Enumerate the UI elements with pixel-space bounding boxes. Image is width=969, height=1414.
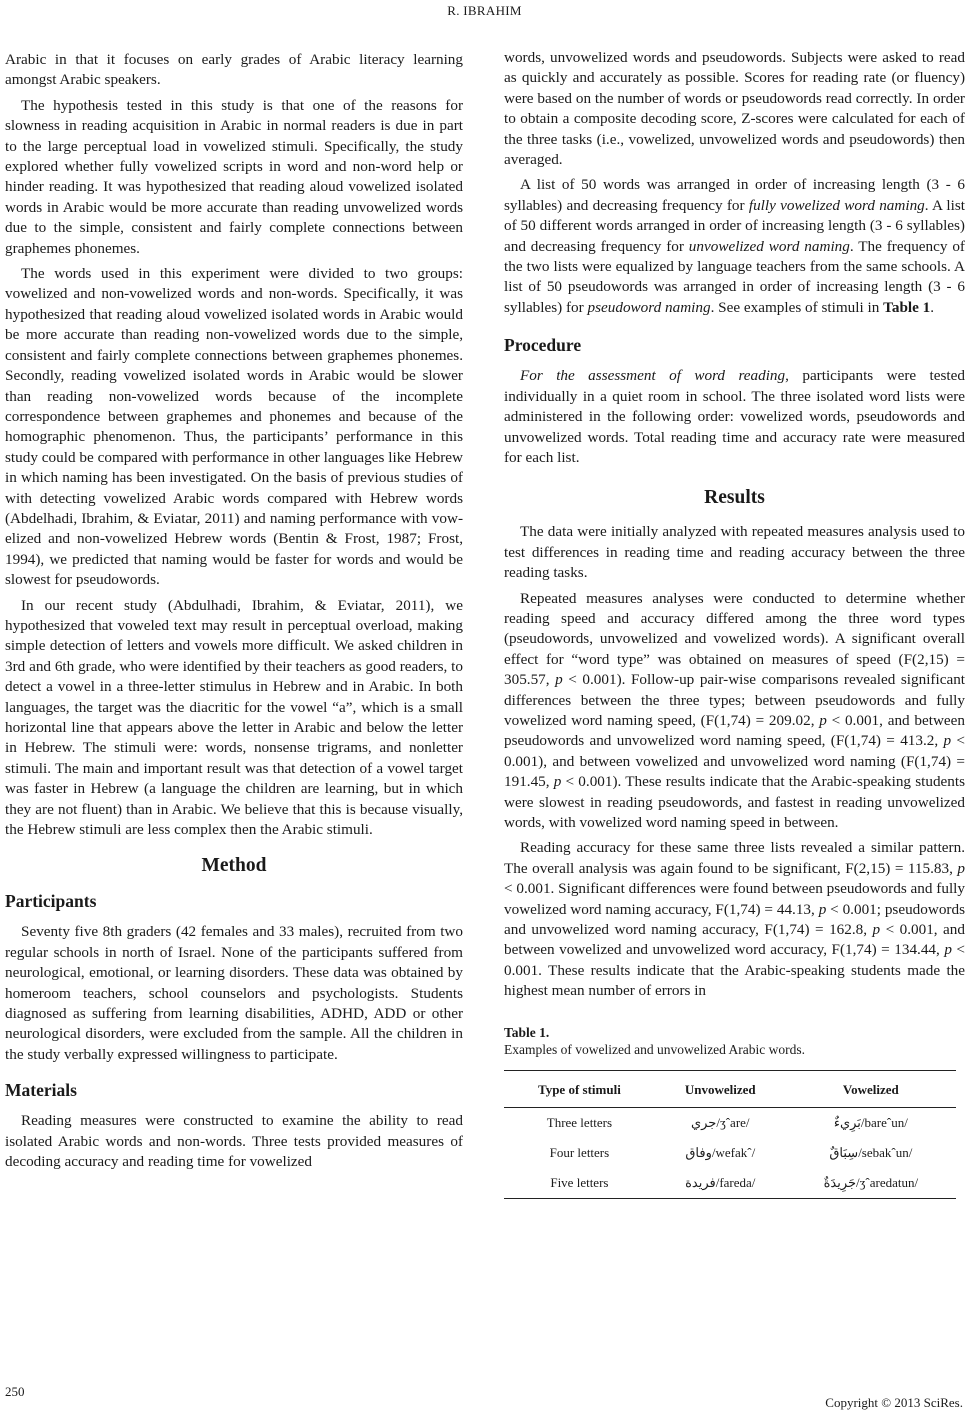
page-number: 250 [5, 1384, 25, 1399]
table-cell: جري/ʒˆare/ [690, 1114, 750, 1130]
table-cell: وفاق/wefakˆ/ [685, 1144, 756, 1160]
paragraph: A list of 50 words was arranged in order of increasing length (3 - 6 syllables) and decreasing frequency for fully vowelized word naming. A list of 50 different words arranged in order of increasing length (3 - 6 syllables) and decreasing frequency for unvowelized word naming. The frequency of the two lists were equalized by language teachers from the same schools. A list of 50 pseudowords was arranged in order of increasing length (3 - 6 syllables) for pseudoword naming. See examples of stimuli in Table 1. [504, 176, 965, 316]
subsection-heading-materials: Materials [5, 1080, 77, 1101]
table-cell: سِبَاقٌ/sebakˆun/ [829, 1144, 913, 1160]
table-cell: Three letters [546, 1114, 613, 1130]
paragraph: words, unvowelized words and pseudowords. Subjects were asked to read as quickly and accurately as possible. Scores for reading rate (or fluency) were based on the number of words or pseudowords read correctly. In order to obtain a composite decoding score, Z-scores were calculated for each of the three tasks (i.e., vowelized, unvowelized words and pseudowords) then averaged. [504, 49, 965, 169]
table-header-cell: Vowelized [786, 1070, 956, 1107]
paragraph: Seventy five 8th graders (42 females and 33 males), recruited from two regular schools in north of Israel. None of the participants suffered from neurological, emotional, or learning disorders. These data was obtained by homeroom teachers, school counselors and psychologists. Students diagnosed as suffering from learning disabilities, ADHD, ADD or other neurological disorders, were excluded from the sample. All the children in the study verbally expressed willingness to participate. [5, 923, 463, 1063]
paragraph: The words used in this experiment were divided to two groups: vowelized and non-vowelized words and non-words. Specifically, it was hypothesized that reading aloud vowelized isolated words in Arabic would be more accurate than reading non-vowelized words due to the simple, consistent and fairly complete connections between graphemes phonemes. Secondly, reading vowelized isolated words in Arabic would be slower than reading non-vowelized words because of the incomplete correspondence between graphemes and phonemes and because of the homographic phenomenon. Thus, the participants’ performance in this study could be compared with performance in other languages like Hebrew in which naming has been investigated. On the basis of previous studies of with detecting vowelized Arabic words compared with Hebrew words (Abdelhadi, Ibrahim, & Eviatar, 2011) and naming performance with vowelized and non-vowelized Hebrew words (Bentin & Frost, 1987; Frost, 1994), we predicted that naming would be faster for words and would be slowest for pseudowords. [5, 265, 463, 589]
paragraph: Repeated measures analyses were conducted to determine whether reading speed and accuracy differed among the three word types (pseudowords, unvowelized and vowelized words). A significant overall effect for “word type” was obtained on measures of speed (F(2,15) = 305.57, p < 0.001). Follow-up pair-wise comparisons revealed significant differences between the three types; between pseudowords and fully vowelized word naming speed, (F(1,74) = 209.02, p < 0.001, and between pseudowords and unvowelized word naming speed, (F(1,74) = 413.2, p < 0.001), and between vowelized and unvowelized word naming (F(1,74) = 191.45, p < 0.001). These results indicate that the Arabic-speaking students were slowest in reading pseudowords, and fastest in reading unvowelized words, with vowelized word naming speed in between. [504, 589, 966, 831]
stimuli-table [504, 1070, 956, 1199]
paragraph: Reading accuracy for these same three lists revealed a similar pattern. The overall analysis was again found to be significant, F(2,15) = 115.83, p < 0.001. Significant differences were found between pseudowords and fully vowelized word naming accuracy, F(1,74) = 44.13, p < 0.001; pseudowords and unvowelized word naming accuracy, F(1,74) = 162.8, p < 0.001, and between vowelized and unvowelized word accuracy, F(1,74) = 134.44, p < 0.001. These results indicate that the Arabic-speaking students made the highest mean number of errors in [504, 839, 965, 1000]
paragraph: The data were initially analyzed with repeated measures analysis used to test differences in reading time and reading accuracy between the three reading tasks. [504, 523, 965, 582]
paragraph: The hypothesis tested in this study is that one of the reasons for slowness in reading acquisition in Arabic in normal readers is due in part to the large perceptual load in vowelized stimuli. Specifically, the study explored whether fully vowelized scripts in word and non-word help or hinder reading. It was hypothesized that reading aloud vowelized isolated words in Arabic would be more accurate than reading unvowelized words due to the simple, consistent and fairly complete connections between graphemes phonemes. [5, 96, 463, 257]
table-header-row [504, 1070, 956, 1107]
table-1 [504, 1024, 965, 1199]
right-column [504, 48, 965, 1199]
paragraph: Arabic in that it focuses on early grades of Arabic literacy learning amongst Arabic speakers. [5, 51, 463, 89]
table-cell: بَرِيءٌ/bareˆun/ [833, 1114, 908, 1130]
table-header-cell: Type of stimuli [504, 1070, 655, 1107]
paragraph: In our recent study (Abdulhadi, Ibrahim, & Eviatar, 2011), we hypothesized that voweled text may result in perceptual overload, making simple detection of letters and vowels more difficult. We asked children in 3rd and 6th grade, who were identified by their teachers as good readers, to detect a vowel in a three-letter stimulus in Hebrew and in Arabic. In both languages, the target was the diacritic for the vowel “a”, which is a small horizontal line that appears above the letter in Arabic and below the letter in Hebrew. The stimuli were: words, nonsense trigrams, and nonletter stimuli. The main and important result was that detection of a vowel target was faster in Hebrew (a language the children are learning, but in which they are not fluent) than in Arabic. We believe that this is because visually, the Hebrew stimuli are less complex then the Arabic stimuli. [5, 596, 463, 839]
subsection-heading-procedure: Procedure [504, 335, 582, 356]
table-header-cell: Unvowelized [655, 1070, 786, 1107]
left-column [5, 50, 463, 1178]
table-label: Table 1. [504, 1024, 550, 1040]
table-row [504, 1107, 956, 1138]
paragraph: For the assessment of word reading, participants were tested individually in a quiet room in school. The three isolated word lists were administered in the following order: vowelized words, pseudowords and unvowelized words. Total reading time and accuracy rate were measured for each list. [504, 367, 965, 466]
table-cell: جَرِيدَةٌ/ʒˆaredatun/ [786, 1168, 956, 1199]
table-row [504, 1168, 956, 1199]
section-heading-method: Method [201, 855, 267, 877]
table-cell: فريدة/fareda/ [655, 1168, 786, 1199]
table-cell: Five letters [504, 1168, 655, 1199]
table-caption: Examples of vowelized and unvowelized Arabic words. [504, 1041, 806, 1057]
table-row [504, 1138, 956, 1168]
table-cell: Four letters [549, 1144, 610, 1160]
running-header: R. IBRAHIM [447, 3, 522, 18]
subsection-heading-participants: Participants [5, 891, 97, 912]
section-heading-results: Results [704, 487, 765, 509]
copyright-notice: Copyright © 2013 SciRes. [825, 1395, 963, 1410]
paragraph: Reading measures were constructed to examine the ability to read isolated Arabic words and non-words. Three tests provided measures of decoding accuracy and reading time for vowelized [5, 1112, 463, 1171]
